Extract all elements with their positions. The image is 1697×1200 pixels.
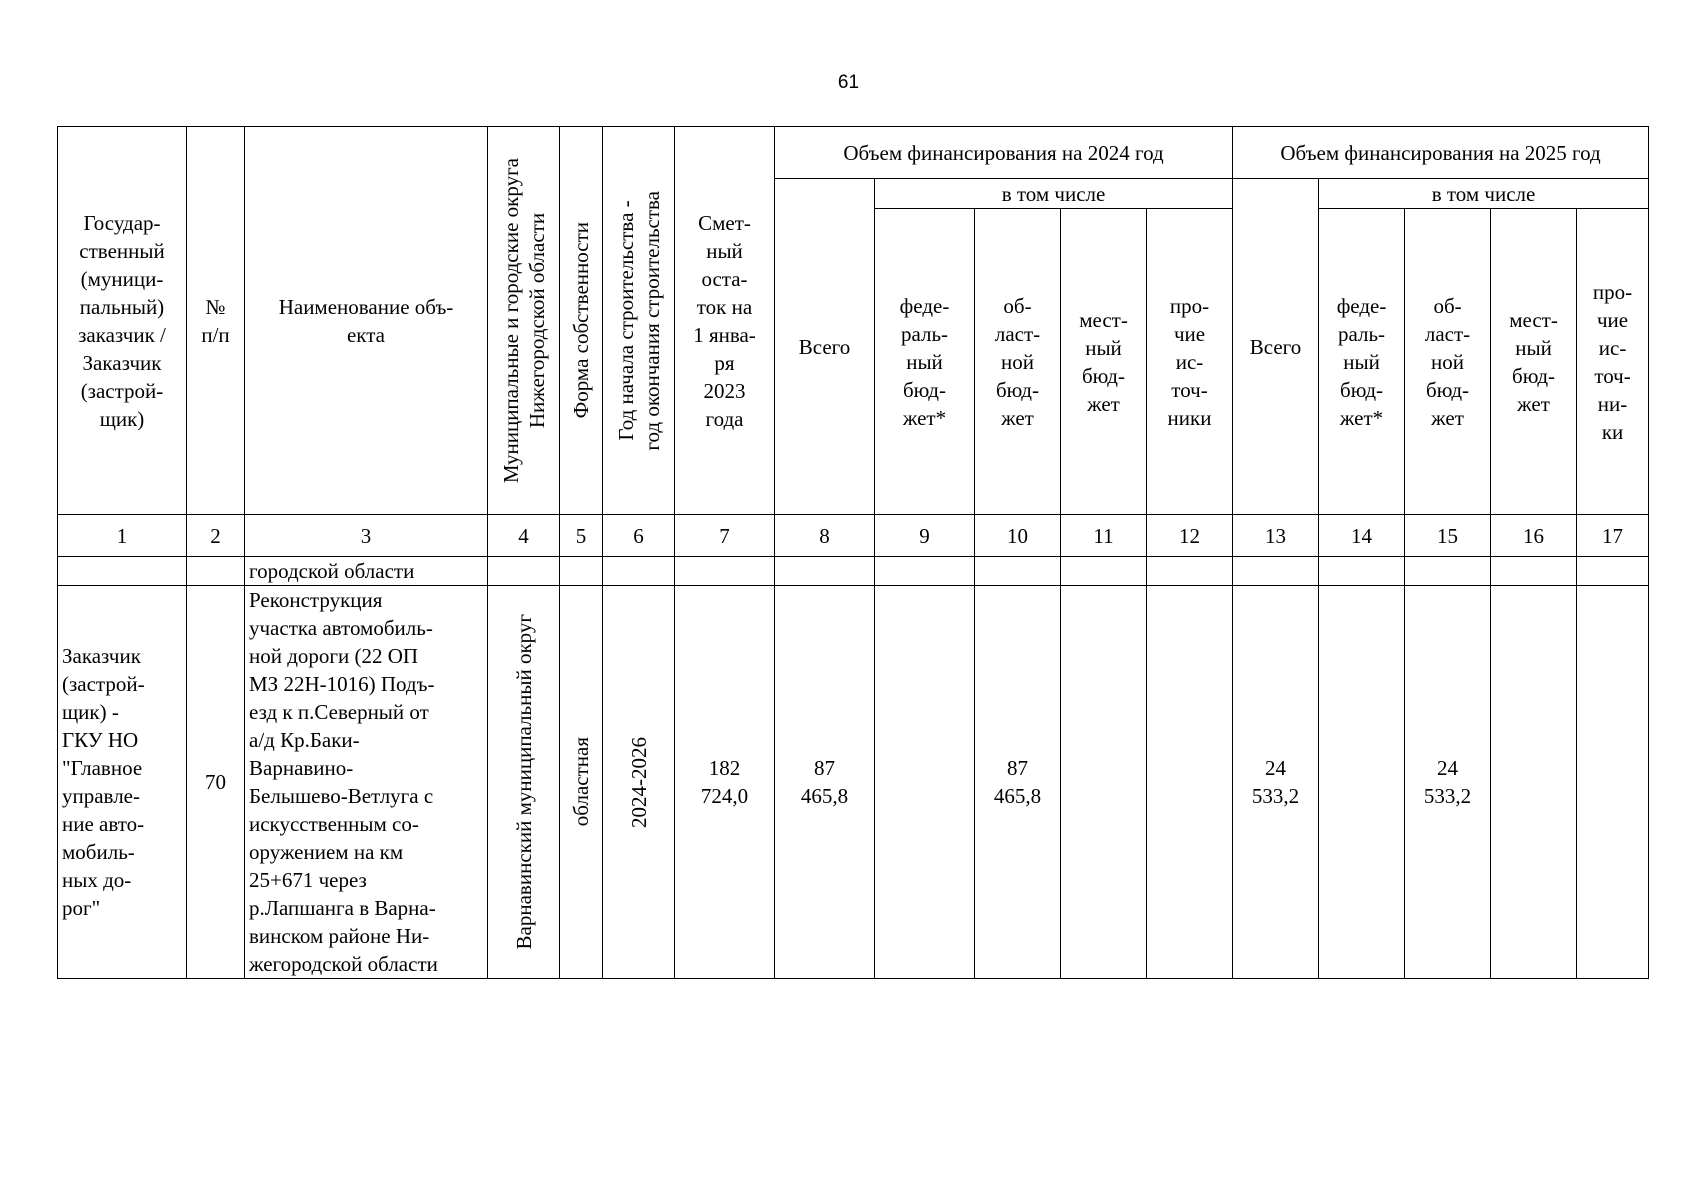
column-number-row — [58, 515, 1649, 557]
table-cell — [58, 557, 187, 586]
row-oth-2025 — [1577, 586, 1649, 979]
table-cell — [1491, 557, 1577, 586]
column-number: 8 — [775, 515, 875, 557]
header-number: № п/п — [187, 127, 245, 515]
table-cell — [1061, 557, 1147, 586]
row-number: 70 — [187, 586, 245, 979]
table-cell — [775, 557, 875, 586]
column-number: 5 — [560, 515, 603, 557]
page-number: 61 — [837, 72, 860, 93]
continuation-text: городской области — [245, 557, 488, 586]
table-cell — [560, 557, 603, 586]
table-cell — [1233, 557, 1319, 586]
column-number: 16 — [1491, 515, 1577, 557]
row-reg-2025: 24 533,2 — [1405, 586, 1491, 979]
column-number: 15 — [1405, 515, 1491, 557]
header-ownership-cell — [560, 127, 603, 515]
header-total-2024: Всего — [775, 179, 875, 515]
header-loc-2024: мест- ный бюд- жет — [1061, 209, 1147, 515]
table-row — [58, 586, 1649, 979]
column-number: 9 — [875, 515, 975, 557]
table-cell — [187, 557, 245, 586]
header-group-2025: Объем финансирования на 2025 год — [1233, 127, 1649, 179]
column-number: 6 — [603, 515, 675, 557]
row-fed-2024 — [875, 586, 975, 979]
column-number: 14 — [1319, 515, 1405, 557]
header-ownership: Форма собственности — [569, 222, 593, 419]
column-number: 12 — [1147, 515, 1233, 557]
header-district: Муниципальные и городские округа Нижегородской области — [498, 157, 549, 484]
table-cell — [1319, 557, 1405, 586]
row-ownership: областная — [569, 737, 593, 827]
row-district: Варнавинский муниципальный округ — [511, 614, 536, 950]
column-number: 4 — [488, 515, 560, 557]
header-fed-2024: феде- раль- ный бюд- жет* — [875, 209, 975, 515]
header-incl-2024: в том числе — [875, 179, 1233, 209]
row-customer: Заказчик (застрой- щик) - ГКУ НО "Главное управле- ние авто- мобиль- ных до- рог" — [58, 586, 187, 979]
header-row-1 — [58, 127, 1649, 179]
table-cell — [488, 557, 560, 586]
row-total-2025: 24 533,2 — [1233, 586, 1319, 979]
row-object-name: Реконструкция участка автомобиль- ной дороги (22 ОП МЗ 22Н-1016) Подъ- езд к п.Северный от а/д Кр.Баки- Варнавино- Белышево-Ветлуга с искусственным со- оружением на км 25+671 через р.Лапшанга в Варна- винском районе Ни- жегородской области — [245, 586, 488, 979]
header-fed-2025: феде- раль- ный бюд- жет* — [1319, 209, 1405, 515]
row-years: 2024-2026 — [626, 736, 651, 828]
table-cell — [1147, 557, 1233, 586]
table-cell — [1577, 557, 1649, 586]
header-object-name: Наименование объ- екта — [245, 127, 488, 515]
column-number: 7 — [675, 515, 775, 557]
column-number: 10 — [975, 515, 1061, 557]
row-loc-2025 — [1491, 586, 1577, 979]
column-number: 13 — [1233, 515, 1319, 557]
row-oth-2024 — [1147, 586, 1233, 979]
continuation-row — [58, 557, 1649, 586]
column-number: 3 — [245, 515, 488, 557]
row-reg-2024: 87 465,8 — [975, 586, 1061, 979]
header-incl-2025: в том числе — [1319, 179, 1649, 209]
table-cell — [603, 557, 675, 586]
header-customer: Государ- ственный (муници- пальный) заказчик / Заказчик (застрой- щик) — [58, 127, 187, 515]
table-cell — [1405, 557, 1491, 586]
header-estimate: Смет- ный оста- ток на 1 янва- ря 2023 года — [675, 127, 775, 515]
row-estimate: 182 724,0 — [675, 586, 775, 979]
table-cell — [675, 557, 775, 586]
header-years-cell — [603, 127, 675, 515]
header-reg-2024: об- ласт- ной бюд- жет — [975, 209, 1061, 515]
header-years: Год начала строительства - год окончания строительства — [613, 190, 664, 451]
row-fed-2025 — [1319, 586, 1405, 979]
column-number: 1 — [58, 515, 187, 557]
header-oth-2025: про- чие ис- точ- ни- ки — [1577, 209, 1649, 515]
table-cell — [975, 557, 1061, 586]
header-reg-2025: об- ласт- ной бюд- жет — [1405, 209, 1491, 515]
row-loc-2024 — [1061, 586, 1147, 979]
row-total-2024: 87 465,8 — [775, 586, 875, 979]
header-district-cell — [488, 127, 560, 515]
header-total-2025: Всего — [1233, 179, 1319, 515]
financing-table — [57, 126, 1649, 979]
table-cell — [875, 557, 975, 586]
column-number: 17 — [1577, 515, 1649, 557]
column-number: 2 — [187, 515, 245, 557]
header-loc-2025: мест- ный бюд- жет — [1491, 209, 1577, 515]
header-oth-2024: про- чие ис- точ- ники — [1147, 209, 1233, 515]
column-number: 11 — [1061, 515, 1147, 557]
row-ownership-cell — [560, 586, 603, 979]
header-group-2024: Объем финансирования на 2024 год — [775, 127, 1233, 179]
row-years-cell — [603, 586, 675, 979]
row-district-cell — [488, 586, 560, 979]
